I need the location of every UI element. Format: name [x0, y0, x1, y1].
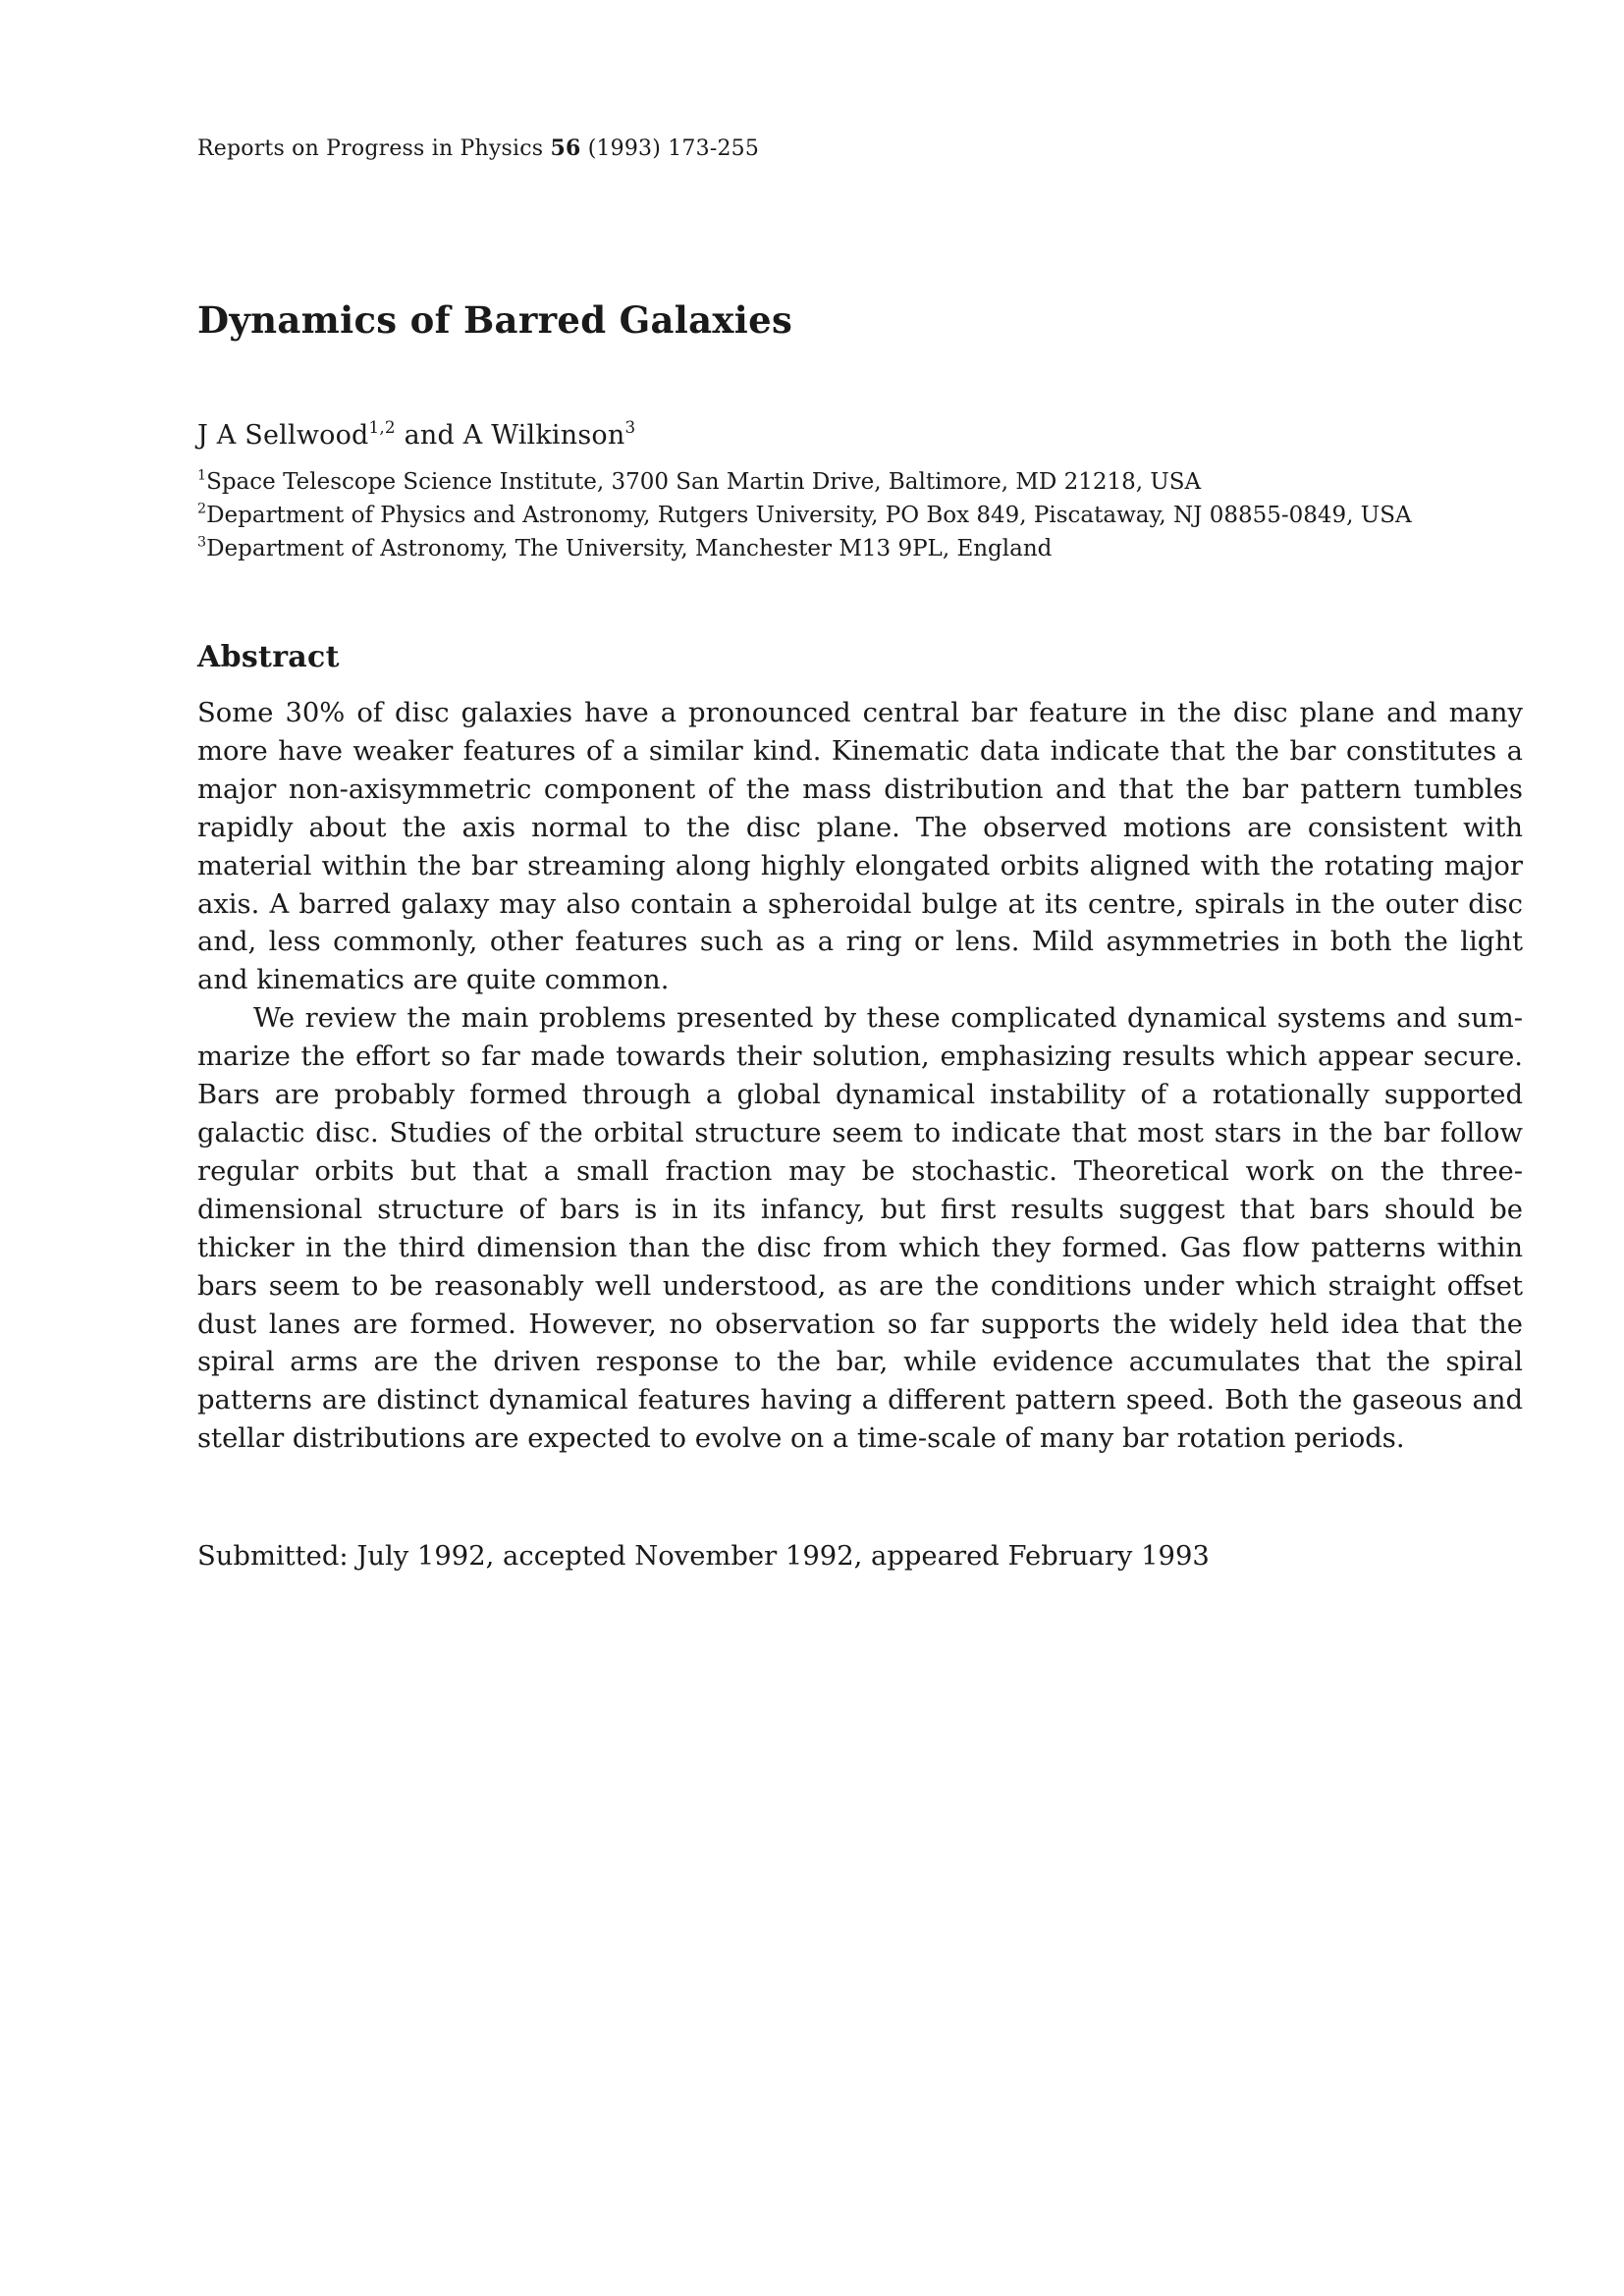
author-line — [197, 417, 636, 451]
affiliation-list — [197, 465, 1412, 565]
journal-citation — [197, 135, 759, 161]
affiliation-2 — [197, 499, 1412, 532]
affiliation-1-text: Space Telescope Science Institute, 3700 San Martin Drive, Baltimore, MD 21218, USA — [206, 469, 1202, 495]
submission-dates: Submitted: July 1992, accepted November 1992, appeared February 1993 — [197, 1541, 1210, 1572]
author-conjunction: and — [404, 420, 455, 451]
author-1-affiliation-marks: 1,2 — [368, 417, 396, 438]
author-1-name: J A Sellwood — [197, 420, 369, 451]
abstract-paragraph-1: Some 30% of disc galaxies have a pronounced central bar feature in the disc plane and many more have weaker features of a similar kind. Kinematic data indicate that the bar constitutes a major non-axisymmetric component of the mass distribution and that the bar pattern tumbles rapidly about the axis normal to the disc plane. The observed motions are consistent with material within the bar streaming along highly elongated orbits aligned with the rotating major axis. A barred galaxy may also contain a spheroidal bulge at its centre, spirals in the outer disc and, less commonly, other features such as a ring or lens. Mild asymmetries in both the light and kinematics are quite common. — [197, 698, 1523, 996]
abstract-heading: Abstract — [197, 640, 340, 674]
abstract-body — [197, 695, 1523, 1459]
author-2-name: A Wilkinson — [462, 420, 625, 451]
abstract-paragraph-2: We review the main problems presented by these complicated dynamical systems and summarize the effort so far made towards their solution, emphasizing results which appear secure. Bars are probably formed through a global dynamical instability of a rotationally supported galactic disc. Studies of the orbital structure seem to indicate that most stars in the bar follow regular orbits but that a small fraction may be stochastic. Theoretical work on the three-dimensional structure of bars is in its infancy, but first results suggest that bars should be thicker in the third dimension than the disc from which they formed. Gas flow patterns within bars seem to be reasonably well understood, as are the conditions under which straight offset dust lanes are formed. However, no observation so far supports the widely held idea that the spiral arms are the driven response to the bar, while evidence accumulates that the spiral patterns are distinct dynamical features having a different pattern speed. Both the gaseous and stellar distributions are expected to evolve on a time-scale of many bar rotation periods. — [197, 1003, 1523, 1455]
paper-title: Dynamics of Barred Galaxies — [197, 298, 793, 342]
author-2-affiliation-marks: 3 — [624, 417, 636, 438]
affiliation-3-mark: 3 — [197, 534, 207, 551]
affiliation-3 — [197, 532, 1412, 565]
affiliation-3-text: Department of Astronomy, The University, Manchester M13 9PL, England — [206, 536, 1053, 561]
affiliation-1 — [197, 465, 1412, 499]
affiliation-1-mark: 1 — [197, 467, 207, 484]
affiliation-2-text: Department of Physics and Astronomy, Rutgers University, PO Box 849, Piscataway, NJ 08855-0849, USA — [206, 503, 1412, 528]
journal-name: Reports on Progress in Physics — [197, 136, 544, 161]
journal-volume: 56 — [550, 135, 581, 161]
journal-year-pages: (1993) 173-255 — [587, 136, 760, 161]
affiliation-2-mark: 2 — [197, 501, 207, 517]
